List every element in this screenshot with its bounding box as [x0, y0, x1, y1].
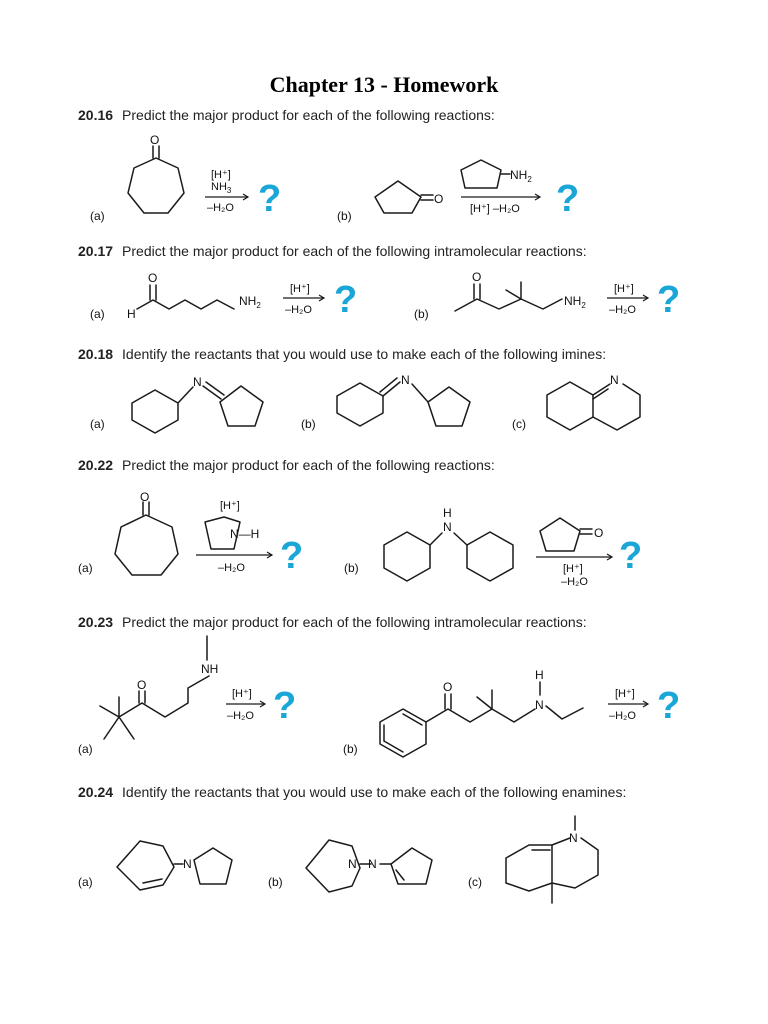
- bicyclic-carbocycle: [547, 382, 593, 430]
- svg-text:O: O: [137, 678, 147, 692]
- svg-text:N: N: [348, 857, 357, 871]
- problem-text: Predict the major product for each of the following reactions:: [122, 457, 495, 473]
- svg-text:–H₂O: –H₂O: [227, 710, 254, 722]
- cyclopentylidene-ring: [220, 386, 263, 426]
- reaction-20-22-b: [344, 506, 642, 588]
- condition-minus-water: –H₂O: [207, 202, 234, 214]
- cycloheptanone-ring: [128, 158, 184, 213]
- page-title: Chapter 13 - Homework: [269, 72, 499, 97]
- cyclohexylidene-ring: [337, 383, 383, 426]
- question-mark: ?: [657, 685, 681, 727]
- cyclohexyl-ring-left: [384, 532, 430, 581]
- enamine-20-24-a: [78, 841, 232, 890]
- svg-text:N: N: [183, 857, 192, 871]
- reaction-20-22-a: [78, 490, 303, 577]
- svg-text:–H₂O: –H₂O: [218, 562, 245, 574]
- question-mark: ?: [280, 535, 304, 577]
- svg-text:N—H: N—H: [230, 527, 260, 541]
- problem-text: Predict the major product for each of the following reactions:: [122, 107, 495, 123]
- svg-text:–H₂O: –H₂O: [285, 304, 312, 316]
- question-mark: ?: [619, 535, 643, 577]
- phenyl-ring: [380, 709, 426, 757]
- svg-text:[H⁺]: [H⁺]: [614, 283, 634, 295]
- svg-text:O: O: [594, 526, 604, 540]
- label-b: (b): [414, 307, 429, 321]
- svg-text:H: H: [127, 307, 136, 321]
- question-mark: ?: [258, 178, 282, 220]
- svg-text:O: O: [140, 490, 150, 504]
- svg-text:O: O: [472, 270, 482, 284]
- carbocycle: [506, 845, 552, 891]
- label-a: (a): [78, 742, 93, 756]
- problem-number: 20.18: [78, 346, 114, 362]
- svg-text:N: N: [569, 831, 578, 845]
- question-mark: ?: [556, 178, 580, 220]
- cyclohexyl-ring-right: [467, 532, 513, 581]
- label-a: (a): [90, 307, 105, 321]
- svg-text:N: N: [535, 698, 544, 712]
- label-b: (b): [344, 561, 359, 575]
- label-b: (b): [301, 417, 316, 431]
- label-a: (a): [78, 875, 93, 889]
- svg-text:N: N: [401, 373, 410, 387]
- imine-20-18-a: [90, 375, 263, 433]
- svg-text:N: N: [443, 520, 452, 534]
- svg-text:NH: NH: [201, 662, 219, 676]
- svg-text:O: O: [148, 271, 158, 285]
- cyclohexyl-ring: [132, 390, 178, 433]
- problem-text: Predict the major product for each of the following intramolecular reactions:: [122, 243, 587, 259]
- problem-text: Predict the major product for each of the following intramolecular reactions:: [122, 614, 587, 630]
- cyclopentanone-ring: [540, 518, 580, 551]
- svg-text:NH2: $NH_2$: [239, 294, 261, 310]
- label-a: (a): [90, 209, 105, 223]
- cyclopentylamine-ring: [461, 160, 501, 188]
- problem-number: 20.16: [78, 107, 114, 123]
- label-b: (b): [337, 209, 352, 223]
- svg-text:NH3: $NH_3$: [211, 181, 232, 195]
- svg-text:O: O: [443, 680, 453, 694]
- label-b: (b): [343, 742, 358, 756]
- pyrrolidine-ring: [194, 848, 232, 884]
- cyclopentenyl-ring: [391, 848, 432, 884]
- svg-text:[H⁺]: [H⁺]: [563, 563, 583, 575]
- reaction-20-16-b: [337, 160, 579, 223]
- svg-text:[H⁺]: [H⁺]: [615, 688, 635, 700]
- enamine-20-24-c: [468, 816, 598, 903]
- reaction-20-23-a: [78, 636, 296, 756]
- svg-text:H: H: [443, 506, 452, 520]
- problem-number: 20.22: [78, 457, 114, 473]
- svg-text:N: N: [193, 375, 202, 389]
- problem-text: Identify the reactants that you would use to make each of the following enamines:: [122, 784, 627, 800]
- problem-number: 20.23: [78, 614, 114, 630]
- label-a: (a): [90, 417, 105, 431]
- question-mark: ?: [657, 279, 681, 321]
- svg-text:H: H: [535, 668, 544, 682]
- cyclopentyl-ring: [428, 387, 470, 426]
- cyclopentanone-ring: [375, 181, 421, 213]
- enamine-20-24-b: [268, 840, 432, 892]
- svg-text:[H⁺]: [H⁺]: [232, 688, 252, 700]
- problem-number: 20.17: [78, 243, 114, 259]
- ketone-amine-chain: [455, 299, 562, 311]
- oxygen-atom: O: [434, 192, 444, 206]
- reaction-20-16-a: [90, 133, 281, 223]
- reaction-20-17-b: [414, 270, 680, 321]
- label-c: (c): [512, 417, 526, 431]
- svg-text:NH2: $NH_2$: [564, 294, 586, 310]
- problem-number: 20.24: [78, 784, 114, 800]
- cycloheptanone-ring: [115, 515, 178, 575]
- condition-acid-water: [H⁺] –H₂O: [470, 203, 520, 215]
- reaction-20-23-b: [343, 668, 680, 757]
- amino-aldehyde-chain: [137, 300, 234, 309]
- svg-text:N: N: [610, 373, 619, 387]
- svg-text:–H₂O: –H₂O: [609, 710, 636, 722]
- label-b: (b): [268, 875, 283, 889]
- reaction-20-17-a: [90, 271, 357, 321]
- question-mark: ?: [273, 685, 297, 727]
- imine-20-18-c: [512, 373, 640, 431]
- problem-text: Identify the reactants that you would use to make each of the following imines:: [122, 346, 607, 362]
- svg-text:–H₂O: –H₂O: [561, 576, 588, 588]
- condition-acid: [H⁺]: [211, 169, 231, 181]
- svg-text:[H⁺]: [H⁺]: [290, 283, 310, 295]
- label-c: (c): [468, 875, 482, 889]
- question-mark: ?: [334, 279, 358, 321]
- label-a: (a): [78, 561, 93, 575]
- svg-text:NH2: $NH_2$: [510, 168, 532, 184]
- svg-text:N: N: [368, 857, 377, 871]
- svg-text:[H⁺]: [H⁺]: [220, 500, 240, 512]
- imine-20-18-b: [301, 373, 470, 431]
- oxygen-atom: O: [150, 133, 160, 147]
- svg-text:–H₂O: –H₂O: [609, 304, 636, 316]
